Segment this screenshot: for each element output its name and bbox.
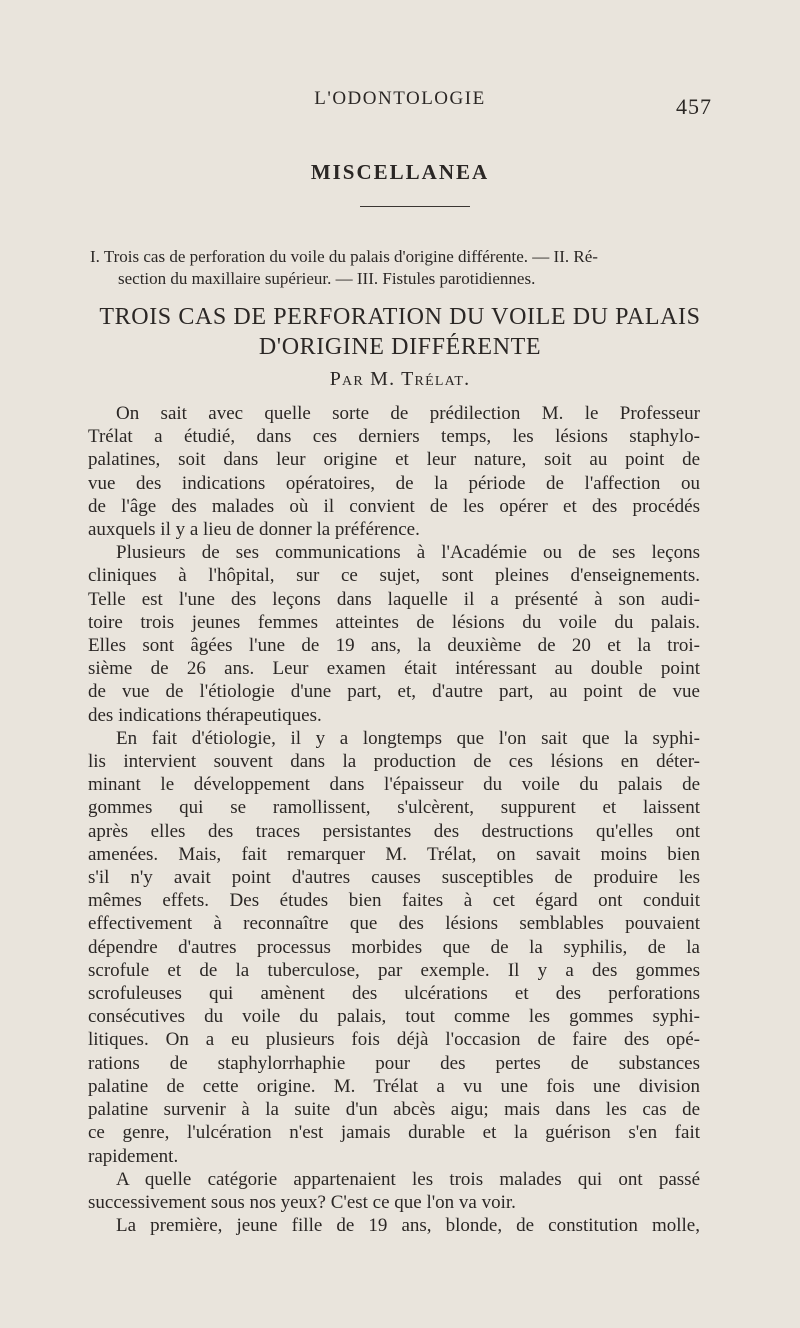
text-line: sième de 26 ans. Leur examen était intéressant au double point xyxy=(88,658,700,680)
text-line: palatine survenir à la suite d'un abcès aigu; mais dans les cas de xyxy=(88,1099,700,1121)
paragraph xyxy=(88,1214,700,1237)
text-line: successivement sous nos yeux? C'est ce que l'on va voir. xyxy=(88,1191,516,1213)
text-line: après elles des traces persistantes des destructions qu'elles ont xyxy=(88,820,700,842)
table-of-contents xyxy=(90,246,710,290)
article-title xyxy=(0,302,800,362)
text-line: On sait avec quelle sorte de prédilection M. le Professeur xyxy=(116,403,700,424)
paragraph xyxy=(88,541,700,727)
text-line: En fait d'étiologie, il y a longtemps que l'on sait que la syphi- xyxy=(116,727,700,749)
text-line: mêmes effets. Des études bien faites à cet égard ont conduit xyxy=(88,890,700,912)
paragraph xyxy=(88,402,700,541)
text-line: consécutives du voile du palais, tout comme les gommes syphi- xyxy=(88,1006,700,1028)
text-line: dépendre d'autres processus morbides que de la syphilis, de la xyxy=(88,936,700,958)
text-line: des indications thérapeutiques. xyxy=(88,704,322,726)
text-line: minant le développement dans l'épaisseur du voile du palais de xyxy=(88,774,700,796)
text-line: La première, jeune fille de 19 ans, blonde, de constitution molle, xyxy=(116,1215,700,1237)
text-line: gommes qui se ramollissent, s'ulcèrent, suppurent et laissent xyxy=(88,797,700,819)
text-line: ce genre, l'ulcération n'est jamais durable et la guérison s'en fait xyxy=(88,1122,700,1144)
text-line: cliniques à l'hôpital, sur ce sujet, sont pleines d'enseignements. xyxy=(88,565,700,587)
text-line: auxquels il y a lieu de donner la préférence. xyxy=(88,519,420,541)
text-line: amenées. Mais, fait remarquer M. Trélat, on savait moins bien xyxy=(88,843,700,865)
section-title: MISCELLANEA xyxy=(310,160,490,184)
section-divider xyxy=(360,206,470,207)
text-line: de vue de l'étiologie d'une part, et, d'autre part, au point de vue xyxy=(88,681,700,703)
text-line: A quelle catégorie appartenaient les trois malades qui ont passé xyxy=(116,1168,700,1190)
text-line: Plusieurs de ses communications à l'Académie ou de ses leçons xyxy=(116,542,700,564)
article-title-line: D'ORIGINE DIFFÉRENTE xyxy=(258,334,542,360)
text-line: scrofuleuses qui amènent des ulcérations et des perforations xyxy=(88,983,700,1005)
text-line: s'il n'y avait point d'autres causes susceptibles de produire les xyxy=(88,867,700,889)
article-body xyxy=(88,402,700,1237)
text-line: effectivement à reconnaître que des lésions semblables pouvaient xyxy=(88,913,700,935)
text-line: rations de staphylorrhaphie pour des pertes de substances xyxy=(88,1052,700,1074)
text-line: lis intervient souvent dans la production de ces lésions en déter- xyxy=(88,751,700,773)
contents-line: I. Trois cas de perforation du voile du palais d'origine différente. — II. Ré- xyxy=(90,247,598,266)
text-line: palatine de cette origine. M. Trélat a vu une fois une division xyxy=(88,1075,700,1097)
running-head: L'ODONTOLOGIE xyxy=(314,88,486,109)
contents-line: section du maxillaire supérieur. — III. Fistules parotidiennes. xyxy=(118,269,536,288)
paragraph xyxy=(88,727,700,1168)
text-line: palatines, soit dans leur origine et leur nature, soit au point de xyxy=(88,449,700,471)
byline: Par M. Trélat. xyxy=(329,368,471,390)
text-line: Telle est l'une des leçons dans laquelle il a présenté à son audi- xyxy=(88,588,700,610)
article-title-line: TROIS CAS DE PERFORATION DU VOILE DU PALAIS xyxy=(99,304,701,330)
text-line: vue des indications opératoires, de la période de l'affection ou xyxy=(88,472,700,494)
text-line: Elles sont âgées l'une de 19 ans, la deuxième de 20 et la troi- xyxy=(88,635,700,657)
paragraph xyxy=(88,1168,700,1214)
text-line: rapidement. xyxy=(88,1145,179,1167)
text-line: toire trois jeunes femmes atteintes de lésions du voile du palais. xyxy=(88,611,700,633)
page-number: 457 xyxy=(676,94,712,119)
text-line: scrofule et de la tuberculose, par exemple. Il y a des gommes xyxy=(88,959,700,981)
text-line: de l'âge des malades où il convient de les opérer et des procédés xyxy=(88,495,700,517)
text-line: Trélat a étudié, dans ces derniers temps, les lésions staphylo- xyxy=(88,426,700,448)
text-line: litiques. On a eu plusieurs fois déjà l'occasion de faire des opé- xyxy=(88,1029,700,1051)
